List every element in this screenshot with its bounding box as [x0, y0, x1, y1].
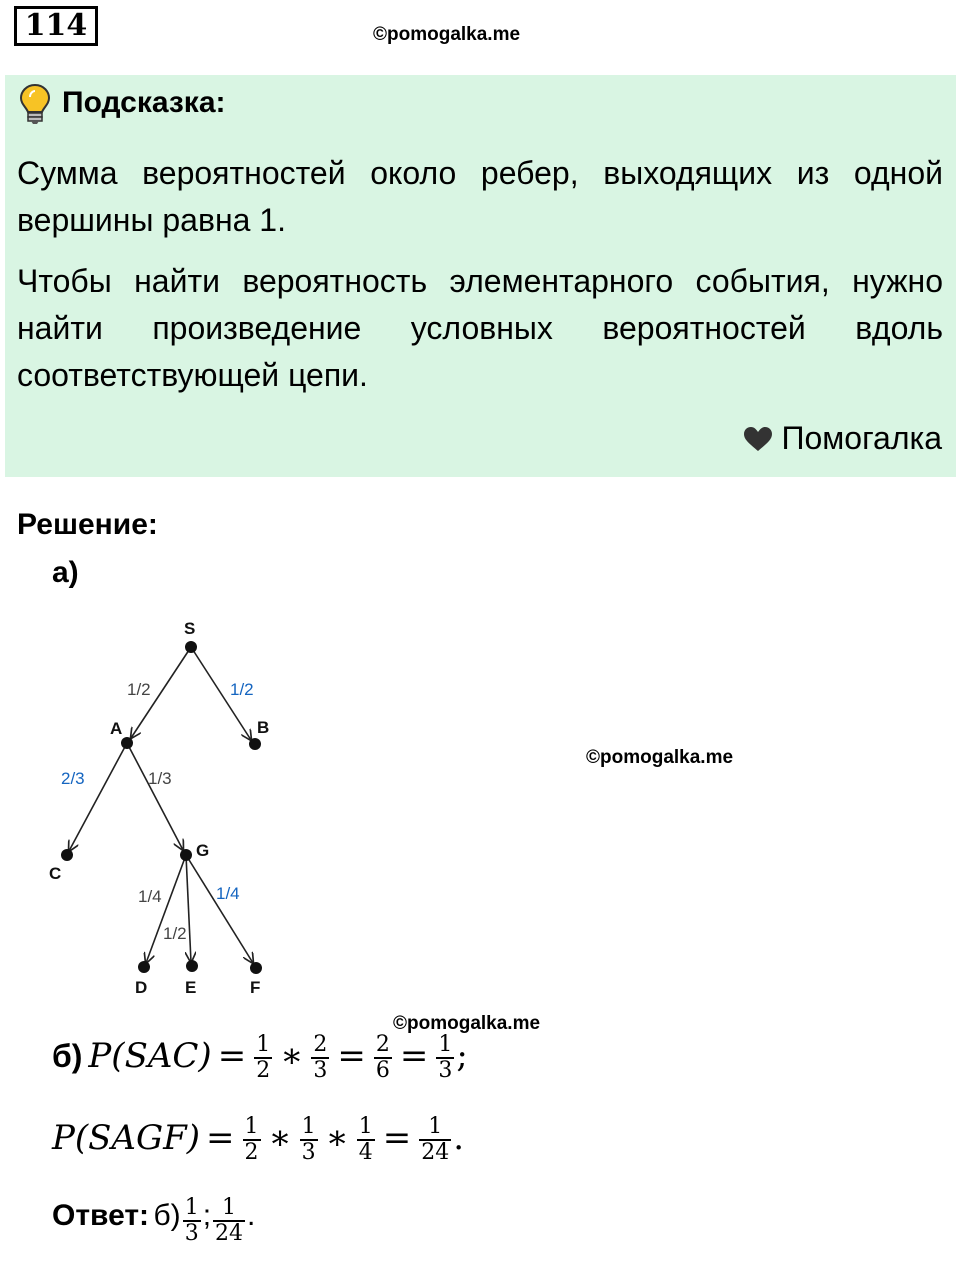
- formula-sac: [52, 1033, 468, 1083]
- watermark-top: ©pomogalka.me: [373, 24, 521, 45]
- node-s: [185, 641, 197, 653]
- signature-text: Помогалка: [781, 420, 942, 456]
- edge-g-d: [146, 855, 186, 963]
- formula-sagf: [52, 1115, 464, 1165]
- p-sagf: P(SAGF): [52, 1118, 201, 1158]
- watermark-middle: ©pomogalka.me: [586, 747, 734, 768]
- node-b: [249, 738, 261, 750]
- part-b-label: б): [52, 1038, 83, 1074]
- node-f: [250, 962, 262, 974]
- answer-period: .: [247, 1199, 256, 1233]
- edge-label-gf: 1/4: [216, 884, 240, 903]
- node-g: [180, 849, 192, 861]
- edge-a-g: [127, 743, 183, 850]
- node-a: [121, 737, 133, 749]
- node-label-s: S: [184, 619, 196, 638]
- answer-fraction-1: $\frac{1}{3}$: [184, 1195, 199, 1246]
- node-label-c: C: [49, 864, 62, 883]
- answer-separator: ;: [202, 1199, 212, 1233]
- answer-part: б): [153, 1199, 181, 1233]
- period: .: [453, 1118, 465, 1158]
- equals-sign: =: [206, 1118, 235, 1158]
- times-sign: ∗: [268, 1118, 292, 1158]
- edge-label-ge: 1/2: [163, 924, 187, 943]
- node-label-d: D: [135, 978, 148, 997]
- fraction: $\frac{1}{2}$: [256, 1032, 271, 1083]
- node-label-e: E: [185, 978, 197, 997]
- node-label-b: B: [257, 718, 270, 737]
- equals-sign: =: [217, 1036, 247, 1076]
- edge-g-f: [186, 855, 253, 963]
- edge-a-c: [69, 743, 127, 851]
- watermark-bottom: ©pomogalka.me: [393, 1013, 541, 1034]
- edge-g-e: [186, 855, 191, 962]
- equals-sign: =: [382, 1118, 412, 1158]
- answer-fraction-2: $\frac{1}{24}$: [215, 1195, 244, 1246]
- p-sac: P(SAC): [88, 1036, 212, 1076]
- edge-label-ag: 1/3: [148, 769, 172, 788]
- fraction: $\frac{2}{3}$: [313, 1032, 328, 1083]
- hint-title: Подсказка:: [62, 86, 226, 119]
- part-a-label: а): [52, 556, 79, 589]
- node-c: [61, 849, 73, 861]
- node-d: [138, 961, 150, 973]
- node-label-a: A: [110, 719, 123, 738]
- solution-heading: Решение:: [17, 508, 158, 541]
- fraction: $\frac{1}{2}$: [244, 1114, 259, 1165]
- probability-tree: [0, 600, 420, 1010]
- answer-label: Ответ:: [52, 1199, 150, 1233]
- hint-signature: [743, 418, 942, 458]
- answer-line: [52, 1196, 255, 1246]
- node-label-g: G: [196, 841, 210, 860]
- fraction: $\frac{2}{6}$: [375, 1032, 390, 1083]
- edge-label-sa: 1/2: [127, 680, 151, 699]
- lightbulb-icon: [18, 83, 52, 130]
- fraction: $\frac{1}{24}$: [421, 1114, 450, 1165]
- edge-label-gd: 1/4: [138, 887, 162, 906]
- hint-paragraph-2: Чтобы найти вероятность элементарного события, нужно найти произведение условных вероятностей вдоль соответствующей цепи.: [17, 263, 943, 393]
- times-sign: ∗: [325, 1118, 349, 1158]
- problem-number: 114: [14, 6, 98, 46]
- hint-paragraph-1: Сумма вероятностей около ребер, выходящих из одной вершины равна 1.: [17, 155, 943, 238]
- fraction: $\frac{1}{4}$: [358, 1114, 373, 1165]
- edge-label-sb: 1/2: [230, 680, 254, 699]
- semicolon: ;: [456, 1036, 468, 1076]
- edge-label-ac: 2/3: [61, 769, 85, 788]
- fraction: $\frac{1}{3}$: [438, 1032, 453, 1083]
- heart-icon: [743, 426, 773, 452]
- fraction: $\frac{1}{3}$: [301, 1114, 316, 1165]
- equals-sign: =: [337, 1036, 366, 1076]
- node-label-f: F: [250, 978, 261, 997]
- node-e: [186, 960, 198, 972]
- equals-sign: =: [399, 1036, 429, 1076]
- times-sign: ∗: [280, 1036, 304, 1076]
